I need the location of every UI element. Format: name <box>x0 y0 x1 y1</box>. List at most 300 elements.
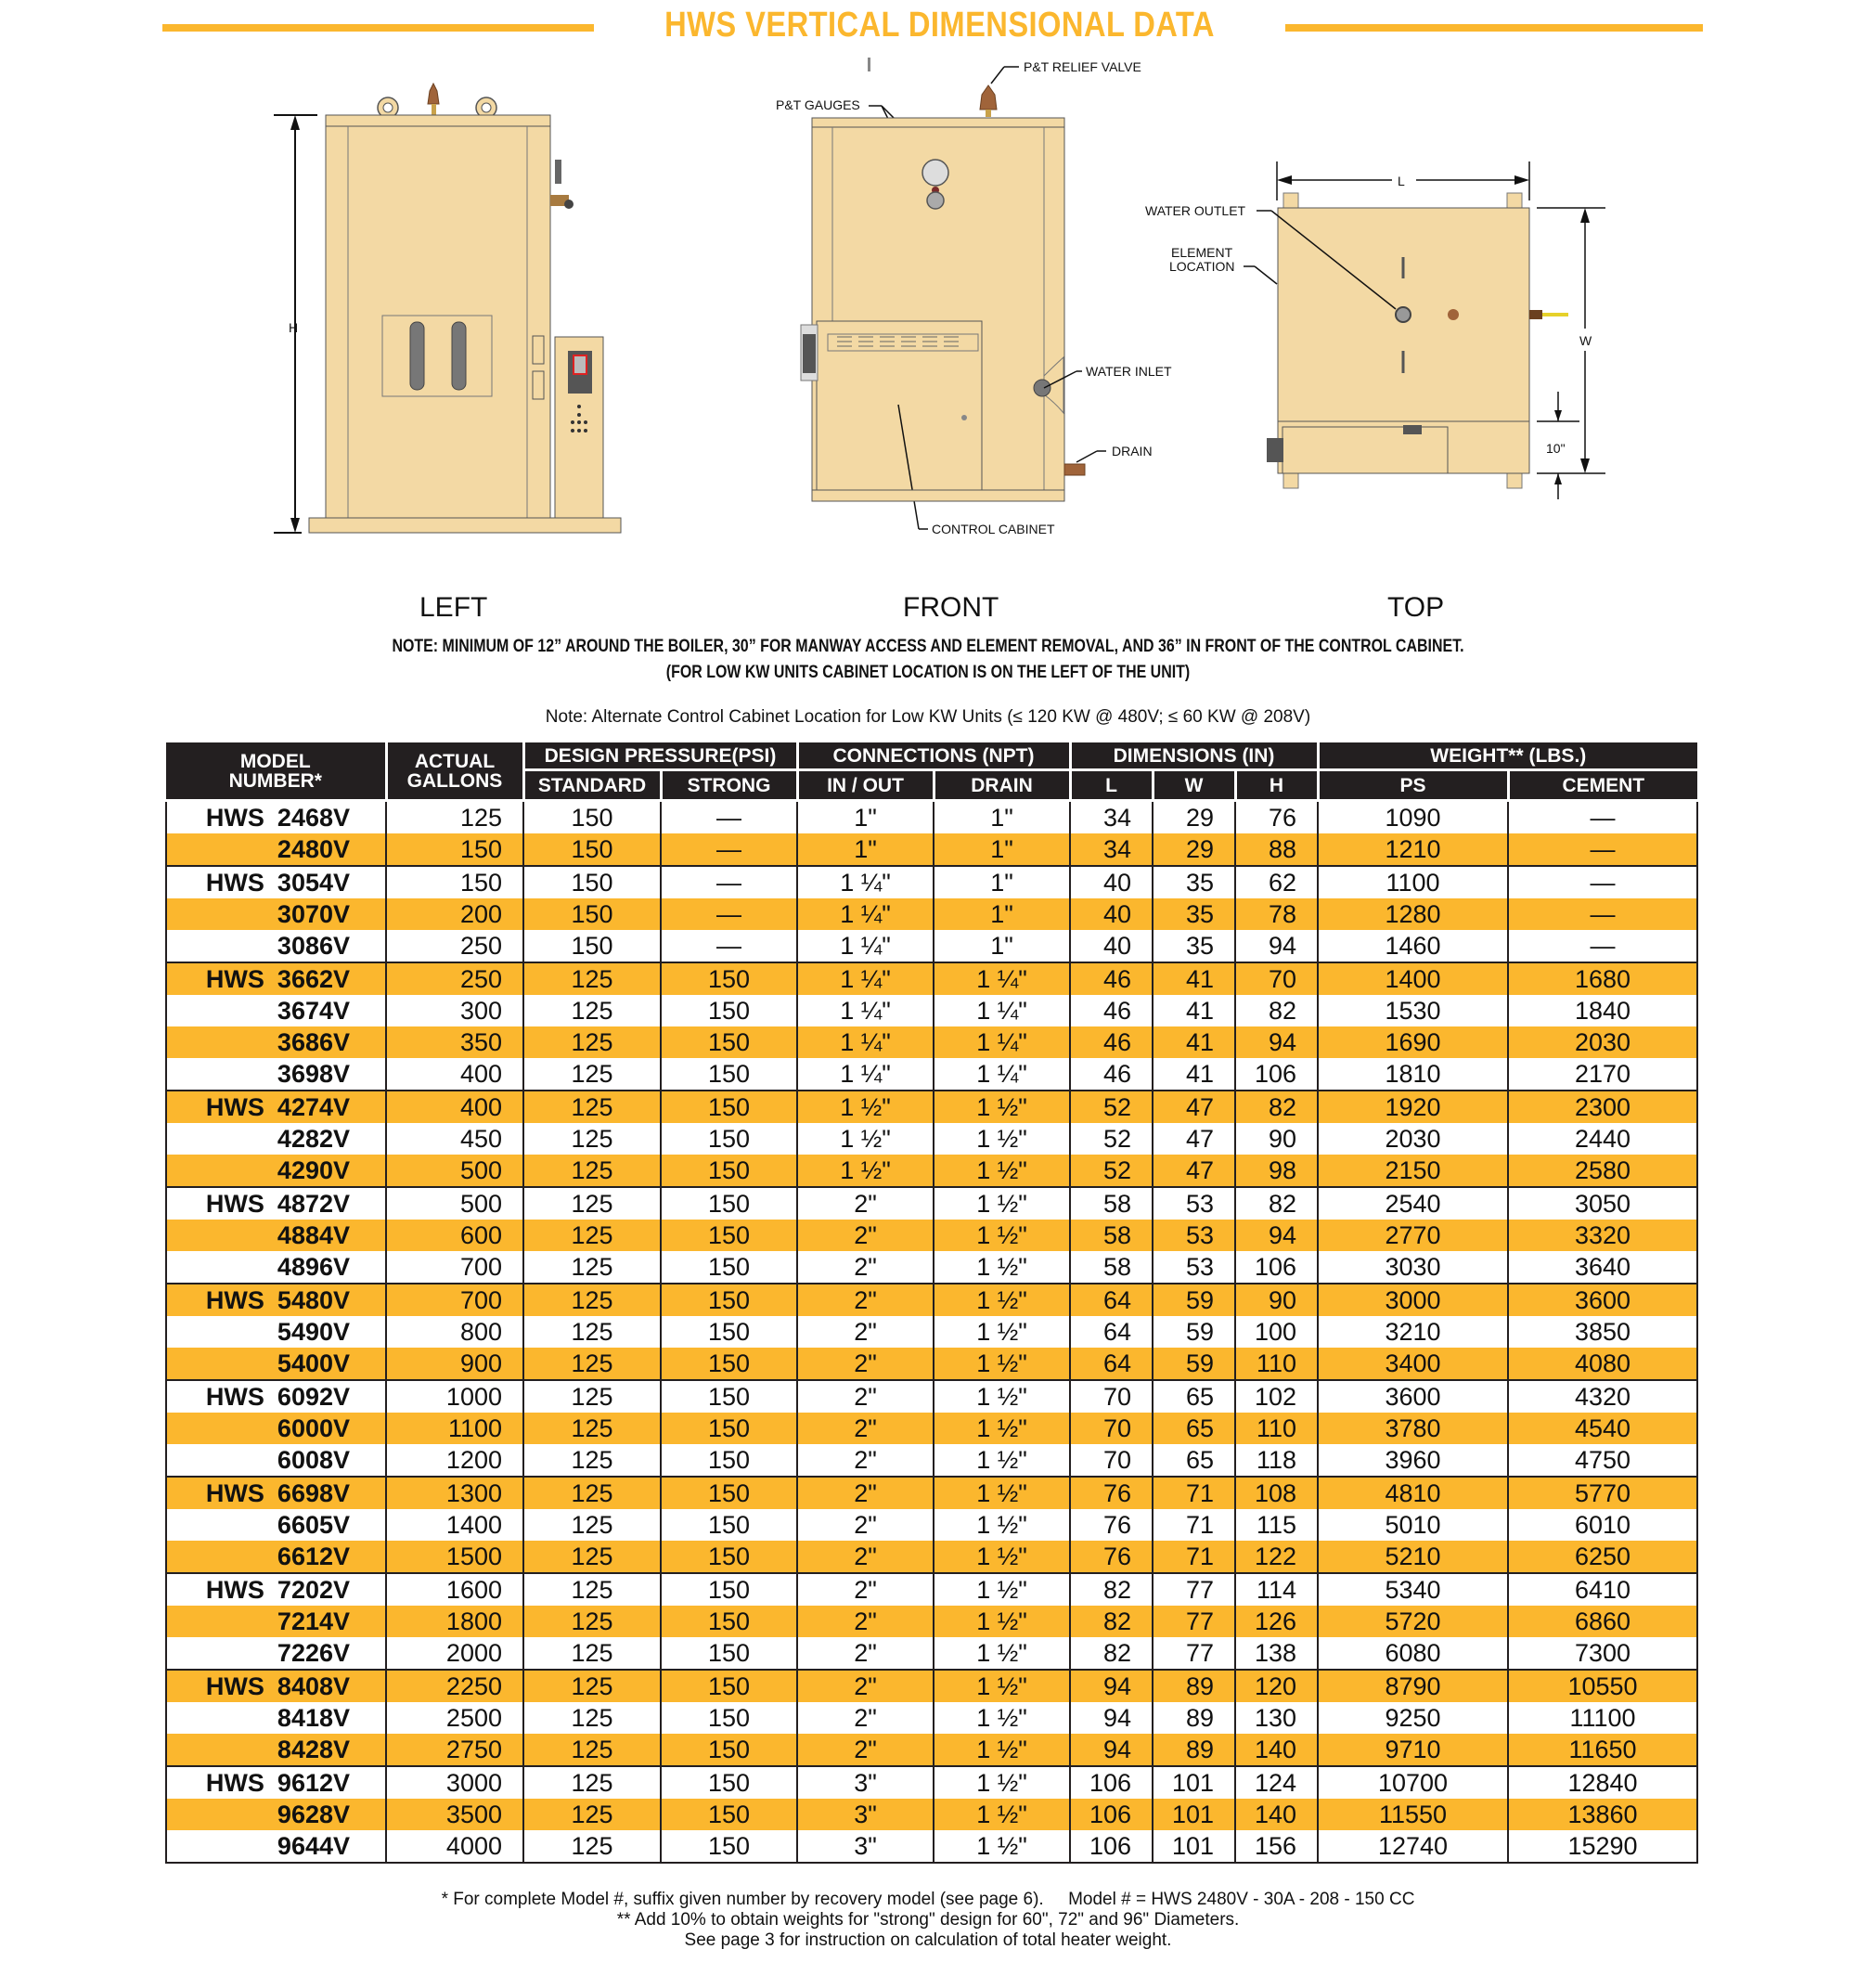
cell-length: 40 <box>1070 898 1153 930</box>
cell-length: 94 <box>1070 1734 1153 1766</box>
cell-model <box>166 1606 386 1637</box>
cell-height: 82 <box>1235 1187 1318 1220</box>
cell-drain: 1 ½" <box>934 1637 1070 1670</box>
cell-in-out: 2" <box>797 1284 934 1316</box>
table-row <box>166 962 1697 995</box>
title-rule-left <box>162 24 594 32</box>
cell-weight-ps: 1100 <box>1318 866 1508 898</box>
cell-standard-pressure: 125 <box>523 1573 661 1606</box>
cell-gallons: 150 <box>386 833 523 866</box>
cell-drain: 1 ¼" <box>934 1058 1070 1091</box>
cell-width: 29 <box>1153 801 1235 834</box>
cell-strong-pressure: 150 <box>661 1026 797 1058</box>
cell-drain: 1 ½" <box>934 1284 1070 1316</box>
table-row <box>166 1637 1697 1670</box>
cell-strong-pressure: — <box>661 866 797 898</box>
cell-height: 140 <box>1235 1734 1318 1766</box>
cell-width: 65 <box>1153 1413 1235 1444</box>
cell-height: 106 <box>1235 1251 1318 1284</box>
cell-width: 47 <box>1153 1123 1235 1155</box>
cell-in-out: 1 ½" <box>797 1091 934 1123</box>
cell-model <box>166 1251 386 1284</box>
cell-weight-cement: 6860 <box>1508 1606 1697 1637</box>
cell-weight-ps: 1460 <box>1318 930 1508 962</box>
cell-width: 77 <box>1153 1637 1235 1670</box>
relief-valve-callout: P&T RELIEF VALVE <box>1024 59 1141 74</box>
cell-in-out: 1 ½" <box>797 1155 934 1187</box>
cell-drain: 1 ½" <box>934 1155 1070 1187</box>
cell-gallons: 2500 <box>386 1702 523 1734</box>
cell-gallons: 2750 <box>386 1734 523 1766</box>
cell-weight-ps: 11550 <box>1318 1799 1508 1830</box>
cell-standard-pressure: 125 <box>523 1670 661 1702</box>
cell-standard-pressure: 125 <box>523 1251 661 1284</box>
cell-model <box>166 1477 386 1509</box>
cell-weight-cement: 2440 <box>1508 1123 1697 1155</box>
height-dimension-label: H <box>289 320 299 335</box>
cell-width: 29 <box>1153 833 1235 866</box>
cell-standard-pressure: 125 <box>523 995 661 1026</box>
cell-width: 59 <box>1153 1348 1235 1380</box>
cell-gallons: 200 <box>386 898 523 930</box>
element-location-callout-line1: ELEMENT <box>1171 245 1233 260</box>
cell-gallons: 500 <box>386 1155 523 1187</box>
cell-length: 58 <box>1070 1187 1153 1220</box>
cell-height: 110 <box>1235 1413 1318 1444</box>
cell-strong-pressure: 150 <box>661 1734 797 1766</box>
cell-gallons: 500 <box>386 1187 523 1220</box>
header-strong: STRONG <box>661 770 797 801</box>
cell-standard-pressure: 125 <box>523 1799 661 1830</box>
cell-in-out: 3" <box>797 1766 934 1799</box>
model-number: 8408V <box>277 1672 350 1700</box>
cell-height: 90 <box>1235 1123 1318 1155</box>
cell-model <box>166 1830 386 1863</box>
cell-height: 140 <box>1235 1799 1318 1830</box>
header-weight-cement: CEMENT <box>1508 770 1697 801</box>
cell-standard-pressure: 125 <box>523 1123 661 1155</box>
header-gallons: ACTUAL GALLONS <box>386 742 523 801</box>
table-row <box>166 898 1697 930</box>
cell-model <box>166 1637 386 1670</box>
cell-height: 118 <box>1235 1444 1318 1477</box>
model-prefix: HWS <box>205 1479 264 1507</box>
cell-in-out: 2" <box>797 1509 934 1541</box>
cell-in-out: 2" <box>797 1702 934 1734</box>
cell-weight-ps: 3600 <box>1318 1380 1508 1413</box>
cell-length: 106 <box>1070 1766 1153 1799</box>
cell-width: 35 <box>1153 930 1235 962</box>
cell-height: 100 <box>1235 1316 1318 1348</box>
model-number: 5480V <box>277 1286 350 1314</box>
cell-width: 53 <box>1153 1220 1235 1251</box>
cell-width: 71 <box>1153 1509 1235 1541</box>
cell-weight-ps: 1810 <box>1318 1058 1508 1091</box>
cell-weight-cement: 4750 <box>1508 1444 1697 1477</box>
cell-model <box>166 1380 386 1413</box>
cell-strong-pressure: 150 <box>661 1830 797 1863</box>
cell-strong-pressure: 150 <box>661 1187 797 1220</box>
cell-model <box>166 1702 386 1734</box>
cell-in-out: 2" <box>797 1734 934 1766</box>
cell-standard-pressure: 150 <box>523 898 661 930</box>
cell-model <box>166 1348 386 1380</box>
cell-height: 70 <box>1235 962 1318 995</box>
cell-model <box>166 1413 386 1444</box>
model-number: 2468V <box>277 804 350 832</box>
cell-weight-cement: 4320 <box>1508 1380 1697 1413</box>
cell-height: 82 <box>1235 1091 1318 1123</box>
cell-strong-pressure: 150 <box>661 1284 797 1316</box>
cell-strong-pressure: 150 <box>661 1380 797 1413</box>
table-row <box>166 1348 1697 1380</box>
cell-gallons: 700 <box>386 1251 523 1284</box>
cell-length: 64 <box>1070 1284 1153 1316</box>
model-prefix: HWS <box>205 1769 264 1797</box>
cell-width: 53 <box>1153 1187 1235 1220</box>
cell-model <box>166 833 386 866</box>
cell-strong-pressure: — <box>661 898 797 930</box>
table-row <box>166 1058 1697 1091</box>
model-prefix: HWS <box>205 1383 264 1411</box>
cell-drain: 1" <box>934 801 1070 834</box>
table-row <box>166 1509 1697 1541</box>
model-number: 6612V <box>277 1543 350 1570</box>
clearance-note: NOTE: MINIMUM OF 12” AROUND THE BOILER, 30” FOR MANWAY ACCESS AND ELEMENT REMOVAL, AND 36” IN FRONT OF THE CONTROL CABINET. <box>392 637 1464 656</box>
cell-gallons: 1500 <box>386 1541 523 1573</box>
cell-drain: 1 ¼" <box>934 1026 1070 1058</box>
cell-width: 59 <box>1153 1284 1235 1316</box>
cell-model <box>166 1187 386 1220</box>
cell-length: 58 <box>1070 1220 1153 1251</box>
cell-standard-pressure: 125 <box>523 1316 661 1348</box>
cell-width: 41 <box>1153 1026 1235 1058</box>
cell-width: 41 <box>1153 1058 1235 1091</box>
cell-gallons: 2000 <box>386 1637 523 1670</box>
table-row <box>166 1123 1697 1155</box>
cell-drain: 1" <box>934 833 1070 866</box>
cell-drain: 1 ½" <box>934 1606 1070 1637</box>
footnotes <box>0 1890 1856 1951</box>
cell-length: 46 <box>1070 1026 1153 1058</box>
cell-height: 156 <box>1235 1830 1318 1863</box>
cell-strong-pressure: 150 <box>661 1670 797 1702</box>
cell-weight-ps: 5720 <box>1318 1606 1508 1637</box>
cell-height: 106 <box>1235 1058 1318 1091</box>
dimensional-data-table <box>165 742 1698 1864</box>
cell-height: 114 <box>1235 1573 1318 1606</box>
cell-drain: 1 ½" <box>934 1799 1070 1830</box>
cell-drain: 1 ½" <box>934 1734 1070 1766</box>
cell-drain: 1 ½" <box>934 1477 1070 1509</box>
model-number: 9644V <box>277 1832 350 1860</box>
cell-model <box>166 1123 386 1155</box>
cell-length: 40 <box>1070 930 1153 962</box>
cell-model <box>166 1284 386 1316</box>
cell-strong-pressure: 150 <box>661 1637 797 1670</box>
model-number: 7226V <box>277 1639 350 1667</box>
table-row <box>166 1573 1697 1606</box>
footnote-total-weight: See page 3 for instruction on calculation of total heater weight. <box>684 1930 1172 1950</box>
model-number: 7214V <box>277 1607 350 1635</box>
table-row <box>166 1220 1697 1251</box>
gauges-callout: P&T GAUGES <box>776 97 860 112</box>
cell-width: 35 <box>1153 898 1235 930</box>
cell-weight-ps: 2150 <box>1318 1155 1508 1187</box>
cell-length: 94 <box>1070 1702 1153 1734</box>
cell-standard-pressure: 125 <box>523 1284 661 1316</box>
header-weight: WEIGHT** (LBS.) <box>1318 742 1697 770</box>
cell-weight-cement: — <box>1508 898 1697 930</box>
cell-width: 71 <box>1153 1477 1235 1509</box>
cell-model <box>166 801 386 834</box>
cell-height: 82 <box>1235 995 1318 1026</box>
cell-model <box>166 962 386 995</box>
cell-length: 70 <box>1070 1413 1153 1444</box>
model-prefix: HWS <box>205 1190 264 1218</box>
title-rule-right <box>1285 24 1703 32</box>
drain-callout: DRAIN <box>1112 444 1153 458</box>
header-connections: CONNECTIONS (NPT) <box>797 742 1070 770</box>
cell-weight-cement: 2580 <box>1508 1155 1697 1187</box>
cell-in-out: 1 ¼" <box>797 866 934 898</box>
table-row <box>166 1187 1697 1220</box>
table-row <box>166 1799 1697 1830</box>
cell-gallons: 1300 <box>386 1477 523 1509</box>
model-prefix: HWS <box>205 1286 264 1314</box>
cell-standard-pressure: 150 <box>523 866 661 898</box>
cell-strong-pressure: 150 <box>661 962 797 995</box>
cell-length: 46 <box>1070 1058 1153 1091</box>
cell-strong-pressure: 150 <box>661 1444 797 1477</box>
cell-length: 64 <box>1070 1348 1153 1380</box>
model-number: 3086V <box>277 932 350 960</box>
cell-width: 89 <box>1153 1702 1235 1734</box>
cell-weight-ps: 5210 <box>1318 1541 1508 1573</box>
cell-standard-pressure: 125 <box>523 1155 661 1187</box>
cell-height: 98 <box>1235 1155 1318 1187</box>
cell-in-out: 2" <box>797 1220 934 1251</box>
header-standard: STANDARD <box>523 770 661 801</box>
cell-strong-pressure: 150 <box>661 1477 797 1509</box>
cell-weight-cement: 2030 <box>1508 1026 1697 1058</box>
model-number: 6605V <box>277 1511 350 1539</box>
cell-height: 62 <box>1235 866 1318 898</box>
table-row <box>166 1284 1697 1316</box>
cell-in-out: 2" <box>797 1541 934 1573</box>
cell-in-out: 2" <box>797 1348 934 1380</box>
cell-height: 88 <box>1235 833 1318 866</box>
table-row <box>166 801 1697 834</box>
cell-weight-ps: 8790 <box>1318 1670 1508 1702</box>
model-number: 6698V <box>277 1479 350 1507</box>
model-number: 9628V <box>277 1801 350 1828</box>
cell-in-out: 1" <box>797 801 934 834</box>
cell-weight-cement: 2300 <box>1508 1091 1697 1123</box>
cell-weight-cement: — <box>1508 866 1697 898</box>
cell-weight-cement: — <box>1508 801 1697 834</box>
cell-in-out: 1" <box>797 833 934 866</box>
cell-weight-ps: 3400 <box>1318 1348 1508 1380</box>
cell-drain: 1 ½" <box>934 1444 1070 1477</box>
header-design-pressure: DESIGN PRESSURE(PSI) <box>523 742 797 770</box>
cell-model <box>166 1670 386 1702</box>
model-number: 2480V <box>277 835 350 863</box>
cell-model <box>166 1220 386 1251</box>
cell-length: 64 <box>1070 1316 1153 1348</box>
cell-height: 138 <box>1235 1637 1318 1670</box>
cell-width: 65 <box>1153 1444 1235 1477</box>
cell-in-out: 1 ¼" <box>797 898 934 930</box>
cell-model <box>166 1766 386 1799</box>
table-row <box>166 1026 1697 1058</box>
cell-in-out: 1 ¼" <box>797 1026 934 1058</box>
cell-standard-pressure: 125 <box>523 1734 661 1766</box>
cell-strong-pressure: — <box>661 930 797 962</box>
cell-model <box>166 1316 386 1348</box>
cell-gallons: 4000 <box>386 1830 523 1863</box>
left-view-drawing <box>260 74 677 575</box>
cell-standard-pressure: 125 <box>523 1541 661 1573</box>
page-title: HWS VERTICAL DIMENSIONAL DATA <box>664 6 1215 45</box>
model-number: 4884V <box>277 1221 350 1249</box>
cell-length: 34 <box>1070 801 1153 834</box>
model-number: 4872V <box>277 1190 350 1218</box>
cell-model <box>166 1734 386 1766</box>
cell-weight-cement: 11650 <box>1508 1734 1697 1766</box>
model-number: 7202V <box>277 1576 350 1604</box>
cell-height: 115 <box>1235 1509 1318 1541</box>
header-drain: DRAIN <box>934 770 1070 801</box>
cell-width: 77 <box>1153 1606 1235 1637</box>
cell-standard-pressure: 150 <box>523 833 661 866</box>
cell-weight-ps: 3960 <box>1318 1444 1508 1477</box>
cell-weight-cement: 10550 <box>1508 1670 1697 1702</box>
table-row <box>166 1606 1697 1637</box>
cell-in-out: 1 ¼" <box>797 962 934 995</box>
cell-weight-ps: 4810 <box>1318 1477 1508 1509</box>
cell-gallons: 1000 <box>386 1380 523 1413</box>
cell-gallons: 300 <box>386 995 523 1026</box>
cell-width: 89 <box>1153 1670 1235 1702</box>
model-number: 9612V <box>277 1769 350 1797</box>
cell-strong-pressure: 150 <box>661 1220 797 1251</box>
cell-strong-pressure: 150 <box>661 995 797 1026</box>
cell-in-out: 2" <box>797 1316 934 1348</box>
cell-standard-pressure: 125 <box>523 1509 661 1541</box>
model-number: 8418V <box>277 1704 350 1732</box>
cell-length: 70 <box>1070 1444 1153 1477</box>
cell-height: 110 <box>1235 1348 1318 1380</box>
header-height: H <box>1235 770 1318 801</box>
cell-weight-cement: 2170 <box>1508 1058 1697 1091</box>
cell-gallons: 1200 <box>386 1444 523 1477</box>
cell-weight-ps: 2030 <box>1318 1123 1508 1155</box>
cell-weight-ps: 2540 <box>1318 1187 1508 1220</box>
cell-gallons: 700 <box>386 1284 523 1316</box>
cell-weight-cement: — <box>1508 930 1697 962</box>
cell-width: 41 <box>1153 995 1235 1026</box>
model-number: 6008V <box>277 1446 350 1474</box>
cell-strong-pressure: — <box>661 801 797 834</box>
cell-height: 126 <box>1235 1606 1318 1637</box>
model-prefix: HWS <box>205 804 264 832</box>
cell-model <box>166 898 386 930</box>
cell-in-out: 3" <box>797 1799 934 1830</box>
cell-gallons: 3500 <box>386 1799 523 1830</box>
cell-weight-cement: 3320 <box>1508 1220 1697 1251</box>
cell-strong-pressure: 150 <box>661 1573 797 1606</box>
cell-in-out: 1 ¼" <box>797 1058 934 1091</box>
table-row <box>166 1413 1697 1444</box>
cell-in-out: 2" <box>797 1637 934 1670</box>
cell-weight-cement: 15290 <box>1508 1830 1697 1863</box>
cell-weight-ps: 2770 <box>1318 1220 1508 1251</box>
cell-in-out: 2" <box>797 1380 934 1413</box>
header-weight-ps: PS <box>1318 770 1508 801</box>
cell-length: 58 <box>1070 1251 1153 1284</box>
cell-weight-cement: 11100 <box>1508 1702 1697 1734</box>
cell-gallons: 400 <box>386 1091 523 1123</box>
model-number: 5490V <box>277 1318 350 1346</box>
cell-strong-pressure: 150 <box>661 1155 797 1187</box>
cell-length: 76 <box>1070 1477 1153 1509</box>
cell-drain: 1 ½" <box>934 1702 1070 1734</box>
cell-height: 78 <box>1235 898 1318 930</box>
cell-strong-pressure: 150 <box>661 1606 797 1637</box>
cell-strong-pressure: 150 <box>661 1541 797 1573</box>
cell-gallons: 800 <box>386 1316 523 1348</box>
cell-weight-cement: 6410 <box>1508 1573 1697 1606</box>
model-number: 3686V <box>277 1028 350 1056</box>
model-prefix: HWS <box>205 1093 264 1121</box>
cell-in-out: 2" <box>797 1413 934 1444</box>
cell-height: 94 <box>1235 1026 1318 1058</box>
cell-length: 52 <box>1070 1091 1153 1123</box>
cell-weight-ps: 3030 <box>1318 1251 1508 1284</box>
table-row <box>166 1380 1697 1413</box>
cell-width: 65 <box>1153 1380 1235 1413</box>
cell-weight-cement: 3850 <box>1508 1316 1697 1348</box>
cell-strong-pressure: 150 <box>661 1251 797 1284</box>
cell-in-out: 2" <box>797 1477 934 1509</box>
cell-model <box>166 1058 386 1091</box>
cell-width: 53 <box>1153 1251 1235 1284</box>
cell-standard-pressure: 150 <box>523 801 661 834</box>
cell-weight-ps: 3000 <box>1318 1284 1508 1316</box>
cell-gallons: 350 <box>386 1026 523 1058</box>
cell-drain: 1 ½" <box>934 1380 1070 1413</box>
cell-length: 52 <box>1070 1155 1153 1187</box>
table-row <box>166 1091 1697 1123</box>
cell-length: 40 <box>1070 866 1153 898</box>
cell-drain: 1" <box>934 898 1070 930</box>
model-prefix: HWS <box>205 965 264 993</box>
cell-in-out: 1 ¼" <box>797 995 934 1026</box>
control-cabinet-callout: CONTROL CABINET <box>932 522 1055 536</box>
cell-strong-pressure: 150 <box>661 1799 797 1830</box>
cell-height: 130 <box>1235 1702 1318 1734</box>
cell-weight-cement: 3050 <box>1508 1187 1697 1220</box>
model-number: 3070V <box>277 900 350 928</box>
low-kw-note: (FOR LOW KW UNITS CABINET LOCATION IS ON THE LEFT OF THE UNIT) <box>665 663 1191 682</box>
footnote-strong-weight: ** Add 10% to obtain weights for "strong" design for 60", 72" and 96" Diameters. <box>616 1910 1240 1930</box>
table-row <box>166 1830 1697 1863</box>
cell-height: 108 <box>1235 1477 1318 1509</box>
cell-weight-ps: 1690 <box>1318 1026 1508 1058</box>
model-number: 4896V <box>277 1253 350 1281</box>
cell-model <box>166 1091 386 1123</box>
